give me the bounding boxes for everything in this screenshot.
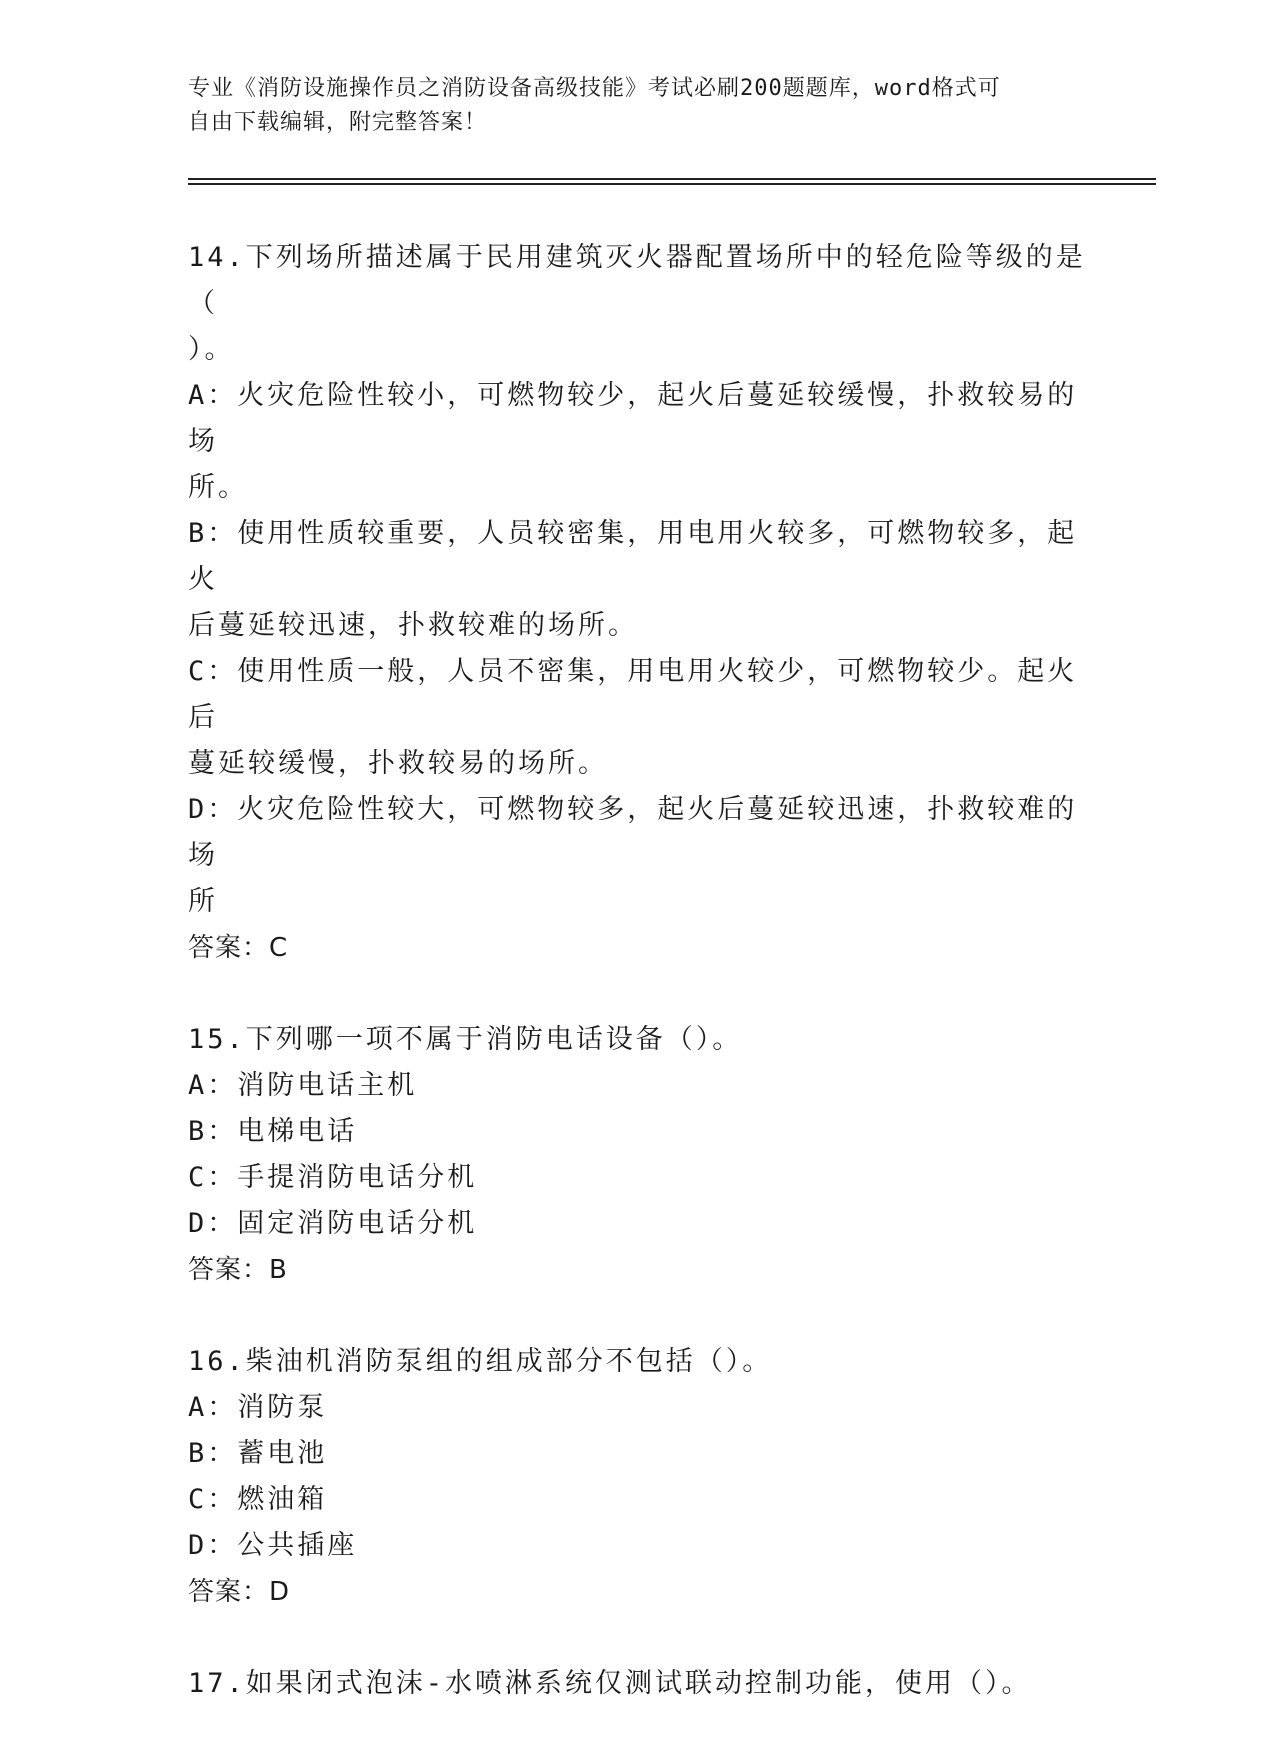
question-14 [188, 235, 1088, 971]
header-title-line-1: 专业《消防设施操作员之消防设备高级技能》考试必刷200题题库，word格式可 [188, 76, 1001, 101]
question-16 [188, 1339, 1088, 1615]
header-title-line-2: 自由下载编辑，附完整答案！ [188, 110, 488, 135]
question-list [188, 235, 1088, 1753]
answer-label: 答案：C [188, 933, 289, 963]
option-a: A：火灾危险性较小，可燃物较少，起火后蔓延较缓慢，扑救较易的场 [188, 380, 1078, 457]
option-a: A：消防泵 [188, 1392, 328, 1423]
option-a: A：消防电话主机 [188, 1070, 418, 1101]
answer-label: 答案：B [188, 1255, 288, 1285]
option-c: C：手提消防电话分机 [188, 1162, 478, 1193]
option-d: D：公共插座 [188, 1530, 358, 1561]
header-divider-top [188, 178, 1156, 180]
option-d: D：火灾危险性较大，可燃物较多，起火后蔓延较迅速，扑救较难的场 [188, 794, 1078, 871]
question-stem: 15.下列哪一项不属于消防电话设备（）。 [188, 1024, 743, 1055]
option-a-continued: 所。 [188, 472, 248, 503]
option-b: B：电梯电话 [188, 1116, 358, 1147]
question-stem: 17.如果闭式泡沫-水喷淋系统仅测试联动控制功能，使用（）。 [188, 1668, 1032, 1699]
question-stem: 14.下列场所描述属于民用建筑灭火器配置场所中的轻危险等级的是（ [188, 242, 1086, 319]
document-header [188, 72, 1088, 140]
question-stem-continued: ）。 [188, 334, 235, 365]
option-b: B：使用性质较重要，人员较密集，用电用火较多，可燃物较多，起火 [188, 518, 1078, 595]
header-divider-bottom [188, 183, 1156, 185]
option-c-continued: 蔓延较缓慢，扑救较易的场所。 [188, 748, 608, 779]
question-15 [188, 1017, 1088, 1293]
option-d: D：固定消防电话分机 [188, 1208, 478, 1239]
option-c: C：使用性质一般，人员不密集，用电用火较少，可燃物较少。起火后 [188, 656, 1078, 733]
question-stem: 16.柴油机消防泵组的组成部分不包括（）。 [188, 1346, 773, 1377]
option-b: B：蓄电池 [188, 1438, 328, 1469]
question-17 [188, 1661, 1088, 1707]
option-c: C：燃油箱 [188, 1484, 328, 1515]
answer-label: 答案：D [188, 1577, 291, 1607]
option-d-continued: 所 [188, 886, 218, 917]
option-b-continued: 后蔓延较迅速，扑救较难的场所。 [188, 610, 638, 641]
